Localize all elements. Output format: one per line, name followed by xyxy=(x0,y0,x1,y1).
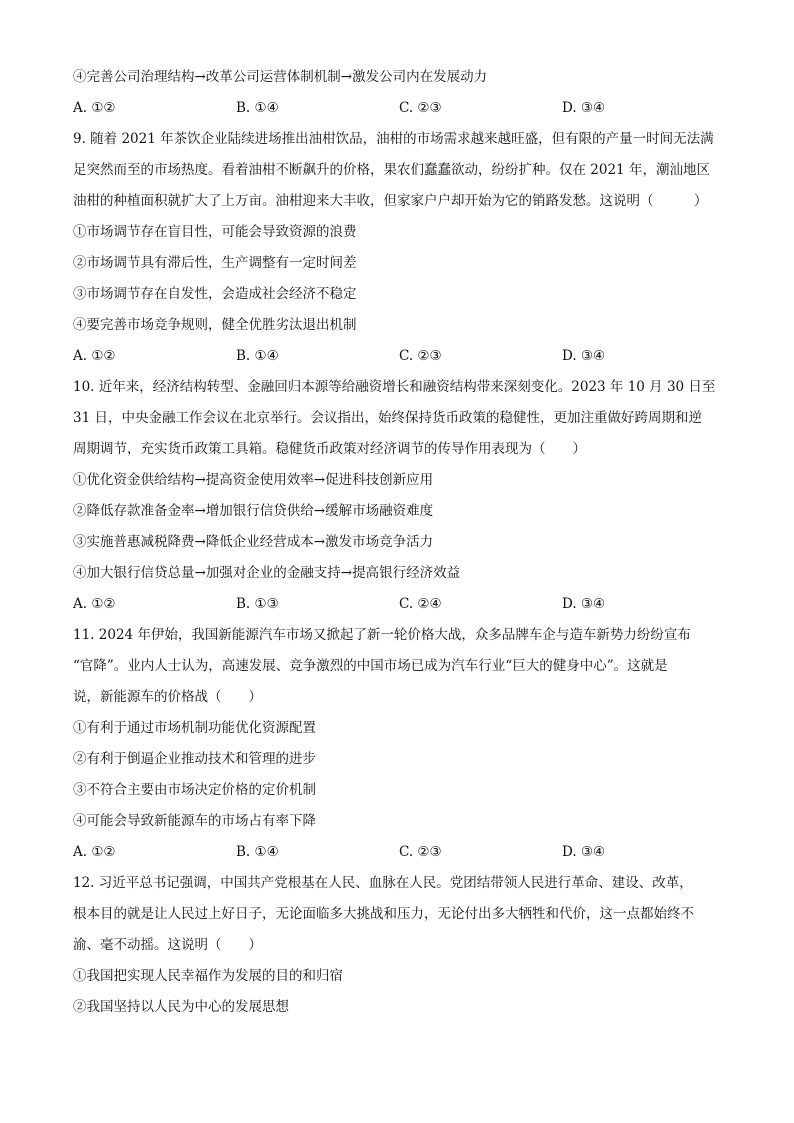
q9-choice-a: A. ①② xyxy=(73,348,116,364)
q11-choice-b: B. ①④ xyxy=(236,844,279,860)
q10-choices xyxy=(73,589,733,620)
q8-choice-b: B. ①④ xyxy=(236,100,279,116)
q10-choice-c: C. ②④ xyxy=(399,596,442,612)
q11-stem-line-2: “官降”。业内人士认为，高速发展、竞争激烈的中国市场已成为汽车行业“巨大的健身中心”。这就是 xyxy=(73,658,668,674)
q10-stem-line-2: 31 日，中央金融工作会议在北京举行。会议指出，始终保持货币政策的稳健性，更加注重做好跨周期和逆 xyxy=(73,410,702,426)
q12-stem-line-1: 12. 习近平总书记强调，中国共产党根基在人民、血脉在人民。党团结带领人民进行革命、建设、改革， xyxy=(73,875,693,891)
q11-choice-a: A. ①② xyxy=(73,844,116,860)
q11-choice-c: C. ②③ xyxy=(399,844,442,860)
q8-choices xyxy=(73,93,733,124)
q9-stem-line-2: 足突然而至的市场热度。看着油柑不断飙升的价格，果农们蠢蠢欲动，纷纷扩种。仅在 2021 年，潮汕地区 xyxy=(73,162,710,178)
q11-choices xyxy=(73,837,733,868)
q8-choice-d: D. ③④ xyxy=(562,100,606,116)
q9-option-4: ④要完善市场竞争规则，健全优胜劣汰退出机制 xyxy=(73,317,357,333)
q11-stem-line-3: 说，新能源车的价格战（ ） xyxy=(73,689,262,705)
q8-choice-c: C. ②③ xyxy=(399,100,442,116)
q11-stem-line-1: 11. 2024 年伊始，我国新能源汽车市场又掀起了新一轮价格大战，众多品牌车企与造车新势力纷纷宣布 xyxy=(73,627,691,643)
q10-option-3: ③实施普惠减税降费→降低企业经营成本→激发市场竞争活力 xyxy=(73,534,434,550)
q9-choice-c: C. ②③ xyxy=(399,348,442,364)
page-content xyxy=(73,62,733,1023)
q10-option-1: ①优化资金供给结构→提高资金使用效率→促进科技创新应用 xyxy=(73,472,434,488)
q10-option-4: ④加大银行信贷总量→加强对企业的金融支持→提高银行经济效益 xyxy=(73,565,461,581)
q11-option-4: ④可能会导致新能源车的市场占有率下降 xyxy=(73,813,316,829)
q8-choice-a: A. ①② xyxy=(73,100,116,116)
q9-option-3: ③市场调节存在自发性，会造成社会经济不稳定 xyxy=(73,286,357,302)
q12-option-1: ①我国把实现人民幸福作为发展的目的和归宿 xyxy=(73,968,343,984)
q8-option-4: ④完善公司治理结构→改革公司运营体制机制→激发公司内在发展动力 xyxy=(73,69,488,85)
q9-choice-b: B. ①④ xyxy=(236,348,279,364)
q10-stem-line-1: 10. 近年来，经济结构转型、金融回归本源等给融资增长和融资结构带来深刻变化。2023 年 10 月 30 日至 xyxy=(73,379,716,395)
q10-stem-line-3: 周期调节，充实货币政策工具箱。稳健货币政策对经济调节的传导作用表现为（ ） xyxy=(73,441,586,457)
q10-choice-b: B. ①③ xyxy=(236,596,279,612)
q11-choice-d: D. ③④ xyxy=(562,844,606,860)
q12-option-2: ②我国坚持以人民为中心的发展思想 xyxy=(73,999,289,1015)
q12-stem-line-3: 渝、毫不动摇。这说明（ ） xyxy=(73,937,262,953)
q10-choice-d: D. ③④ xyxy=(562,596,606,612)
q9-option-2: ②市场调节具有滞后性，生产调整有一定时间差 xyxy=(73,255,357,271)
q9-stem-line-3: 油柑的种植面积就扩大了上万亩。油柑迎来大丰收，但家家户户却开始为它的销路发愁。这说明（ ） xyxy=(73,193,708,209)
q11-option-2: ②有利于倒逼企业推动技术和管理的进步 xyxy=(73,751,316,767)
q9-stem-line-1: 9. 随着 2021 年茶饮企业陆续进场推出油柑饮品，油柑的市场需求越来越旺盛，但有限的产量一时间无法满 xyxy=(73,131,714,147)
q9-choices xyxy=(73,341,733,372)
q10-option-2: ②降低存款准备金率→增加银行信贷供给→缓解市场融资难度 xyxy=(73,503,434,519)
q12-stem-line-2: 根本目的就是让人民过上好日子，无论面临多大挑战和压力，无论付出多大牺牲和代价，这一点都始终不 xyxy=(73,906,694,922)
q11-option-1: ①有利于通过市场机制功能优化资源配置 xyxy=(73,720,316,736)
q11-option-3: ③不符合主要由市场决定价格的定价机制 xyxy=(73,782,316,798)
q9-option-1: ①市场调节存在盲目性，可能会导致资源的浪费 xyxy=(73,224,357,240)
q10-choice-a: A. ①② xyxy=(73,596,116,612)
q9-choice-d: D. ③④ xyxy=(562,348,606,364)
